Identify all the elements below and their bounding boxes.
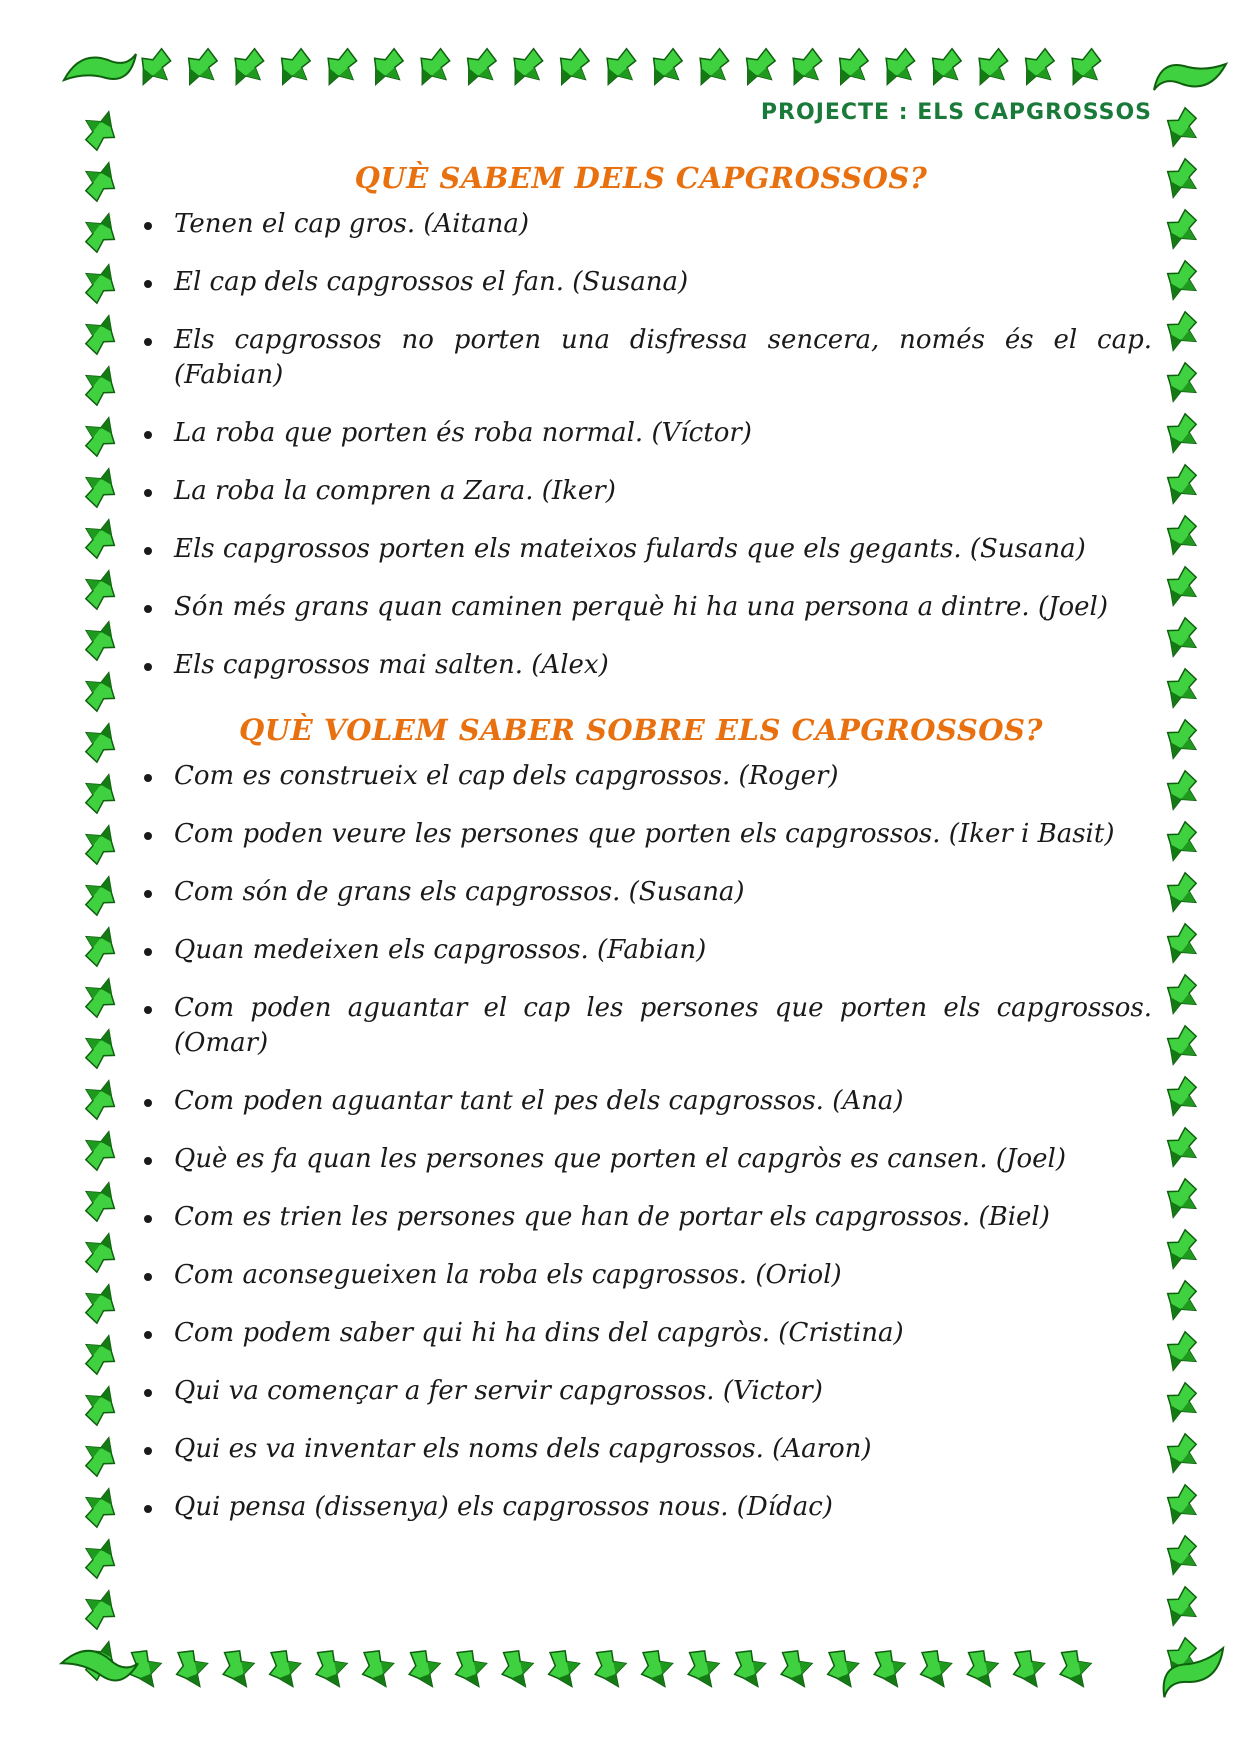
know-item: La roba que porten és roba normal. (Víctor) — [130, 416, 1152, 451]
corner-swirl-icon — [1155, 1648, 1232, 1697]
corner-swirl-icon — [61, 1639, 138, 1688]
leaf-icon — [214, 1643, 262, 1694]
corner-swirl-icon — [64, 54, 136, 80]
leaf-icon — [1160, 359, 1204, 408]
leaf-icon — [78, 922, 122, 971]
leaf-icon — [865, 1643, 913, 1694]
know-item: Els capgrossos no porten una disfressa sencera, només és el cap. (Fabian) — [130, 323, 1152, 393]
leaf-icon — [354, 1643, 402, 1694]
leaf-icon — [1160, 563, 1204, 612]
want-item: Com són de grans els capgrossos. (Susana) — [130, 875, 1152, 910]
leaf-icon — [1160, 461, 1204, 510]
leaf-icon — [875, 43, 923, 94]
leaf-icon — [782, 43, 830, 94]
leaf-icon — [78, 310, 122, 359]
leaf-icon — [503, 43, 551, 94]
leaf-icon — [550, 43, 598, 94]
leaf-icon — [178, 43, 226, 94]
leaf-icon — [1160, 1226, 1204, 1275]
leaf-icon — [912, 1643, 960, 1694]
leaf-icon — [78, 1483, 122, 1532]
want-item: Qui es va inventar els noms dels capgrossos. (Aaron) — [130, 1432, 1152, 1467]
leaf-icon — [679, 1643, 727, 1694]
project-label: PROJECTE : ELS CAPGROSSOS — [760, 100, 1152, 125]
want-list — [130, 759, 1152, 1525]
leaf-icon — [968, 43, 1016, 94]
want-item: Qui pensa (dissenya) els capgrossos nous. (Dídac) — [130, 1490, 1152, 1525]
leaf-icon — [1160, 1430, 1204, 1479]
heading-what-we-want-to-know: QUÈ VOLEM SABER SOBRE ELS CAPGROSSOS? — [239, 713, 1043, 747]
leaf-icon — [271, 43, 319, 94]
leaf-icon — [78, 259, 122, 308]
leaf-icon — [317, 43, 365, 94]
leaf-icon — [410, 43, 458, 94]
leaf-icon — [224, 43, 272, 94]
leaf-icon — [633, 1643, 681, 1694]
leaf-icon — [1160, 869, 1204, 918]
leaf-icon — [1160, 1022, 1204, 1071]
leaf-icon — [540, 1643, 588, 1694]
leaf-icon — [726, 1643, 774, 1694]
leaf-icon — [1160, 665, 1204, 714]
know-item: Els capgrossos porten els mateixos fulards que els gegants. (Susana) — [130, 532, 1152, 567]
leaf-icon — [1005, 1643, 1053, 1694]
leaf-icon — [1160, 410, 1204, 459]
leaf-icon — [736, 43, 784, 94]
leaf-icon — [1015, 43, 1063, 94]
leaf-icon — [78, 616, 122, 665]
leaf-icon — [643, 43, 691, 94]
leaf-icon — [78, 1585, 122, 1634]
leaf-icon — [78, 820, 122, 869]
leaf-icon — [1160, 257, 1204, 306]
leaf-icon — [1160, 1277, 1204, 1326]
leaf-icon — [958, 1643, 1006, 1694]
leaf-icon — [586, 1643, 634, 1694]
leaf-icon — [1061, 43, 1109, 94]
want-item: Com poden aguantar el cap les persones que porten els capgrossos. (Omar) — [130, 991, 1152, 1061]
leaf-icon — [364, 43, 412, 94]
heading-what-we-know: QUÈ SABEM DELS CAPGROSSOS? — [354, 161, 928, 195]
leaf-icon — [829, 43, 877, 94]
want-item: Com podem saber qui hi ha dins del capgròs. (Cristina) — [130, 1316, 1152, 1351]
leaf-icon — [78, 565, 122, 614]
corner-swirl-icon — [1154, 64, 1226, 90]
want-item: Qui va començar a fer servir capgrossos. (Victor) — [130, 1374, 1152, 1409]
know-item: Tenen el cap gros. (Aitana) — [130, 207, 1152, 242]
leaf-icon — [447, 1643, 495, 1694]
leaf-icon — [78, 157, 122, 206]
document-body — [130, 100, 1152, 1548]
leaf-icon — [78, 973, 122, 1022]
leaf-icon — [78, 871, 122, 920]
leaf-icon — [78, 463, 122, 512]
leaf-icon — [493, 1643, 541, 1694]
leaf-icon — [1160, 1481, 1204, 1530]
want-item: Com poden veure les persones que porten els capgrossos. (Iker i Basit) — [130, 817, 1152, 852]
leaf-icon — [78, 769, 122, 818]
leaf-icon — [1051, 1643, 1099, 1694]
leaf-icon — [1160, 206, 1204, 255]
leaf-icon — [78, 1177, 122, 1226]
leaf-icon — [78, 1432, 122, 1481]
leaf-icon — [819, 1643, 867, 1694]
leaf-icon — [78, 667, 122, 716]
know-item: Els capgrossos mai salten. (Alex) — [130, 648, 1152, 683]
leaf-icon — [1160, 512, 1204, 561]
want-item: Com es construeix el cap dels capgrossos. (Roger) — [130, 759, 1152, 794]
leaf-icon — [1160, 614, 1204, 663]
leaf-icon — [78, 1279, 122, 1328]
leaf-icon — [772, 1643, 820, 1694]
leaf-icon — [1160, 104, 1204, 153]
leaf-icon — [307, 1643, 355, 1694]
leaf-icon — [131, 43, 179, 94]
leaf-icon — [1160, 716, 1204, 765]
leaf-icon — [457, 43, 505, 94]
leaf-icon — [922, 43, 970, 94]
leaf-icon — [261, 1643, 309, 1694]
leaf-icon — [168, 1643, 216, 1694]
want-item: Com aconsegueixen la roba els capgrossos. (Oriol) — [130, 1258, 1152, 1293]
leaf-icon — [78, 361, 122, 410]
want-item: Com es trien les persones que han de portar els capgrossos. (Biel) — [130, 1200, 1152, 1235]
leaf-icon — [689, 43, 737, 94]
leaf-icon — [400, 1643, 448, 1694]
leaf-icon — [78, 1228, 122, 1277]
leaf-icon — [1160, 308, 1204, 357]
leaf-icon — [78, 718, 122, 767]
leaf-icon — [78, 1330, 122, 1379]
leaf-icon — [1160, 1073, 1204, 1122]
want-item: Què es fa quan les persones que porten el capgròs es cansen. (Joel) — [130, 1142, 1152, 1177]
leaf-icon — [1160, 920, 1204, 969]
want-item: Com poden aguantar tant el pes dels capgrossos. (Ana) — [130, 1084, 1152, 1119]
want-item: Quan medeixen els capgrossos. (Fabian) — [130, 933, 1152, 968]
leaf-icon — [78, 208, 122, 257]
leaf-icon — [1160, 1175, 1204, 1224]
leaf-icon — [78, 1381, 122, 1430]
leaf-icon — [1160, 1532, 1204, 1581]
know-item: Són més grans quan caminen perquè hi ha una persona a dintre. (Joel) — [130, 590, 1152, 625]
leaf-icon — [1160, 1124, 1204, 1173]
leaf-icon — [78, 106, 122, 155]
leaf-icon — [1160, 1328, 1204, 1377]
know-item: La roba la compren a Zara. (Iker) — [130, 474, 1152, 509]
leaf-icon — [78, 1075, 122, 1124]
leaf-icon — [78, 1126, 122, 1175]
leaf-icon — [1160, 971, 1204, 1020]
leaf-icon — [1160, 1583, 1204, 1632]
leaf-icon — [1160, 155, 1204, 204]
leaf-icon — [78, 1534, 122, 1583]
leaf-icon — [1160, 767, 1204, 816]
leaf-icon — [1160, 1379, 1204, 1428]
leaf-icon — [78, 514, 122, 563]
leaf-icon — [596, 43, 644, 94]
leaf-icon — [78, 1024, 122, 1073]
leaf-icon — [78, 412, 122, 461]
leaf-icon — [1160, 818, 1204, 867]
know-item: El cap dels capgrossos el fan. (Susana) — [130, 265, 1152, 300]
know-list — [130, 207, 1152, 683]
